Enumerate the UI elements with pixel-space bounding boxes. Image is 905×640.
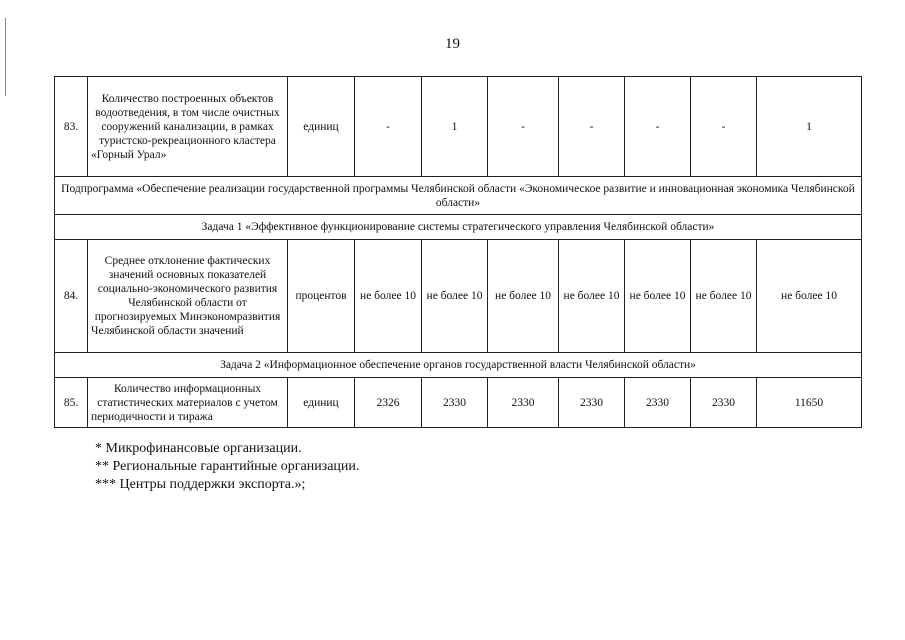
unit-cell: процентов (288, 240, 355, 353)
value-cell: 1 (422, 77, 488, 177)
table-row (55, 240, 862, 353)
task-title: Задача 2 «Информационное обеспечение органов государственной власти Челябинской области» (55, 353, 862, 378)
row-number: 84. (55, 240, 88, 353)
value-cell: не более 10 (757, 240, 862, 353)
page-number: 19 (445, 36, 460, 52)
table-row (55, 378, 862, 428)
task-row (55, 353, 862, 378)
value-cell: не более 10 (559, 240, 625, 353)
row-number: 85. (55, 378, 88, 428)
value-cell: - (559, 77, 625, 177)
value-cell: не более 10 (625, 240, 691, 353)
footnote: * Микрофинансовые организации. (95, 441, 302, 456)
value-cell: 2326 (355, 378, 422, 428)
value-cell: - (355, 77, 422, 177)
value-cell: не более 10 (488, 240, 559, 353)
unit-cell: единиц (288, 77, 355, 177)
unit-cell: единиц (288, 378, 355, 428)
task-row (55, 215, 862, 240)
margin-mark (5, 18, 6, 96)
subprogram-row (55, 177, 862, 215)
indicator-name: Среднее отклонение фактических значений основных показателей социально-экономического развития Челябинской области от прогнозируемых Минэкономразвития Челябинской области значений (88, 240, 288, 353)
task-title: Задача 1 «Эффективное функционирование системы стратегического управления Челябинской области» (55, 215, 862, 240)
value-cell: - (488, 77, 559, 177)
footnotes (95, 440, 359, 494)
indicator-name: Количество построенных объектов водоотведения, в том числе очистных сооружений канализации, в рамках туристско-рекреационного кластера «Горный Урал» (88, 77, 288, 177)
value-cell: - (625, 77, 691, 177)
value-cell: 2330 (625, 378, 691, 428)
footnote: ** Региональные гарантийные организации. (95, 459, 360, 474)
value-cell: не более 10 (422, 240, 488, 353)
value-cell: не более 10 (691, 240, 757, 353)
value-cell: не более 10 (355, 240, 422, 353)
footnote: *** Центры поддержки экспорта.»; (95, 477, 306, 492)
value-cell: 2330 (691, 378, 757, 428)
table-row (55, 77, 862, 177)
indicator-name: Количество информационных статистических материалов с учетом периодичности и тиража (88, 378, 288, 428)
value-cell: 2330 (559, 378, 625, 428)
value-cell: 2330 (488, 378, 559, 428)
indicators-table (54, 76, 862, 428)
subprogram-title: Подпрограмма «Обеспечение реализации государственной программы Челябинской области «Экономическое развитие и инновационная экономика Челябинской области» (55, 177, 862, 215)
value-cell: 1 (757, 77, 862, 177)
row-number: 83. (55, 77, 88, 177)
value-cell: 2330 (422, 378, 488, 428)
value-cell: - (691, 77, 757, 177)
value-cell: 11650 (757, 378, 862, 428)
